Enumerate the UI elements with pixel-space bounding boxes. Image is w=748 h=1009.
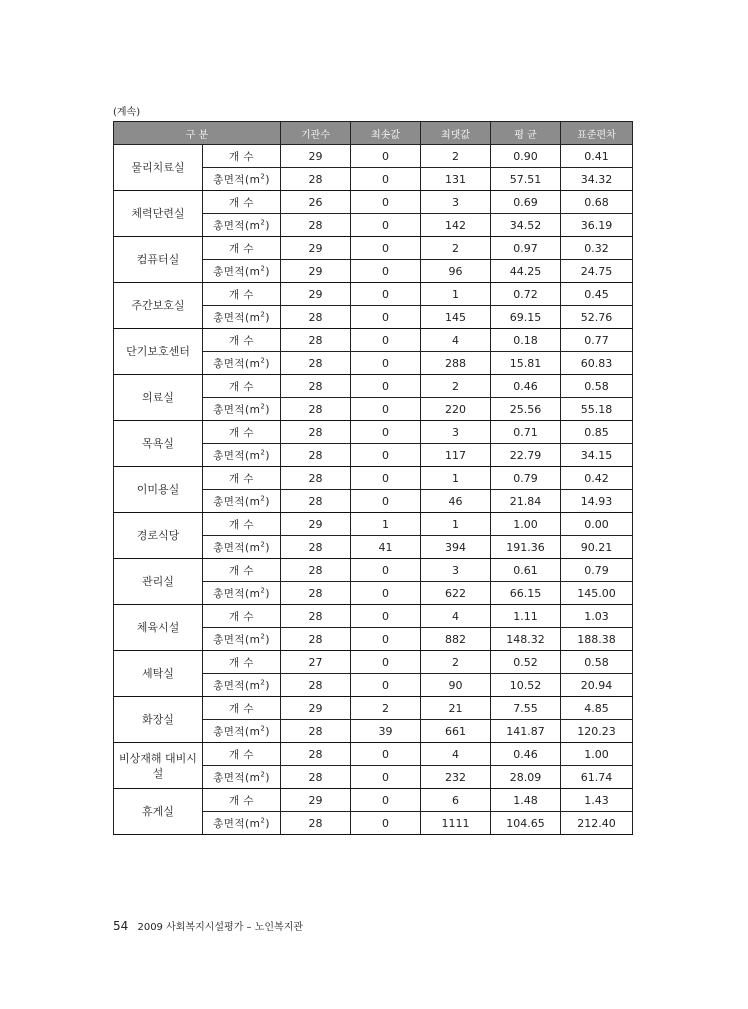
area-superscript: 2 <box>260 770 266 778</box>
sub-label-count: 개 수 <box>203 283 281 306</box>
area-label-text: 총면적(m <box>213 403 261 416</box>
area-superscript: 2 <box>260 724 266 732</box>
area-label-text: 총면적(m <box>213 817 261 830</box>
area-superscript: 2 <box>260 816 266 824</box>
area-label-text: 총면적(m <box>213 173 261 186</box>
count-min-cell: 0 <box>351 375 421 398</box>
sub-label-count: 개 수 <box>203 237 281 260</box>
table-row <box>114 283 633 306</box>
category-cell: 체육시설 <box>114 605 203 651</box>
area-max-cell: 288 <box>421 352 491 375</box>
area-min-cell: 0 <box>351 628 421 651</box>
count-stddev-cell: 0.85 <box>561 421 633 444</box>
count-stddev-cell: 0.79 <box>561 559 633 582</box>
page-number: 54 <box>113 919 129 933</box>
sub-label-count: 개 수 <box>203 789 281 812</box>
area-min-cell: 0 <box>351 490 421 513</box>
area-institutions-cell: 28 <box>281 214 351 237</box>
sub-label-area <box>203 398 281 421</box>
area-institutions-cell: 28 <box>281 720 351 743</box>
count-stddev-cell: 0.58 <box>561 375 633 398</box>
count-stddev-cell: 0.00 <box>561 513 633 536</box>
count-min-cell: 0 <box>351 467 421 490</box>
area-stddev-cell: 61.74 <box>561 766 633 789</box>
count-max-cell: 1 <box>421 513 491 536</box>
count-institutions-cell: 26 <box>281 191 351 214</box>
count-mean-cell: 0.79 <box>491 467 561 490</box>
area-superscript: 2 <box>260 494 266 502</box>
count-max-cell: 3 <box>421 421 491 444</box>
count-max-cell: 2 <box>421 375 491 398</box>
area-label-text: 총면적(m <box>213 219 261 232</box>
page-footer <box>113 918 303 933</box>
area-label-close: ) <box>265 633 270 646</box>
count-stddev-cell: 0.41 <box>561 145 633 168</box>
count-mean-cell: 0.71 <box>491 421 561 444</box>
table-row <box>114 145 633 168</box>
header-max: 최댓값 <box>421 122 491 145</box>
category-cell: 의료실 <box>114 375 203 421</box>
table-row <box>114 605 633 628</box>
area-max-cell: 46 <box>421 490 491 513</box>
count-institutions-cell: 28 <box>281 421 351 444</box>
area-mean-cell: 21.84 <box>491 490 561 513</box>
sub-label-area <box>203 674 281 697</box>
header-mean: 평 균 <box>491 122 561 145</box>
count-min-cell: 1 <box>351 513 421 536</box>
category-cell: 체력단련실 <box>114 191 203 237</box>
count-institutions-cell: 28 <box>281 743 351 766</box>
area-label-text: 총면적(m <box>213 725 261 738</box>
area-mean-cell: 141.87 <box>491 720 561 743</box>
count-min-cell: 0 <box>351 329 421 352</box>
area-superscript: 2 <box>260 172 266 180</box>
area-institutions-cell: 28 <box>281 628 351 651</box>
count-stddev-cell: 1.03 <box>561 605 633 628</box>
table-row <box>114 651 633 674</box>
count-min-cell: 0 <box>351 651 421 674</box>
sub-label-area <box>203 490 281 513</box>
area-stddev-cell: 52.76 <box>561 306 633 329</box>
table-row <box>114 375 633 398</box>
sub-label-area <box>203 582 281 605</box>
area-superscript: 2 <box>260 402 266 410</box>
sub-label-area <box>203 260 281 283</box>
sub-label-count: 개 수 <box>203 145 281 168</box>
sub-label-count: 개 수 <box>203 191 281 214</box>
sub-label-area <box>203 306 281 329</box>
category-cell: 이미용실 <box>114 467 203 513</box>
area-stddev-cell: 34.32 <box>561 168 633 191</box>
sub-label-area <box>203 812 281 835</box>
area-min-cell: 0 <box>351 168 421 191</box>
count-mean-cell: 0.46 <box>491 743 561 766</box>
area-max-cell: 232 <box>421 766 491 789</box>
count-stddev-cell: 1.00 <box>561 743 633 766</box>
area-max-cell: 394 <box>421 536 491 559</box>
area-max-cell: 661 <box>421 720 491 743</box>
table-row <box>114 421 633 444</box>
sub-label-area <box>203 628 281 651</box>
sub-label-area <box>203 168 281 191</box>
count-min-cell: 0 <box>351 743 421 766</box>
header-institutions: 기관수 <box>281 122 351 145</box>
count-mean-cell: 0.72 <box>491 283 561 306</box>
area-label-close: ) <box>265 403 270 416</box>
continued-label: (계속) <box>113 107 141 118</box>
header-stddev: 표준편차 <box>561 122 633 145</box>
area-institutions-cell: 28 <box>281 766 351 789</box>
area-superscript: 2 <box>260 632 266 640</box>
area-label-text: 총면적(m <box>213 311 261 324</box>
category-cell: 물리치료실 <box>114 145 203 191</box>
sub-label-count: 개 수 <box>203 651 281 674</box>
count-min-cell: 0 <box>351 191 421 214</box>
area-mean-cell: 104.65 <box>491 812 561 835</box>
area-min-cell: 0 <box>351 582 421 605</box>
count-stddev-cell: 0.58 <box>561 651 633 674</box>
area-label-text: 총면적(m <box>213 633 261 646</box>
count-mean-cell: 1.48 <box>491 789 561 812</box>
area-max-cell: 117 <box>421 444 491 467</box>
count-stddev-cell: 0.68 <box>561 191 633 214</box>
area-min-cell: 0 <box>351 674 421 697</box>
count-min-cell: 0 <box>351 237 421 260</box>
category-cell: 주간보호실 <box>114 283 203 329</box>
table-row <box>114 789 633 812</box>
area-stddev-cell: 90.21 <box>561 536 633 559</box>
area-label-close: ) <box>265 817 270 830</box>
area-label-close: ) <box>265 587 270 600</box>
sub-label-area <box>203 214 281 237</box>
count-stddev-cell: 0.42 <box>561 467 633 490</box>
count-stddev-cell: 4.85 <box>561 697 633 720</box>
count-max-cell: 21 <box>421 697 491 720</box>
count-mean-cell: 0.46 <box>491 375 561 398</box>
count-institutions-cell: 28 <box>281 605 351 628</box>
sub-label-count: 개 수 <box>203 697 281 720</box>
area-min-cell: 0 <box>351 260 421 283</box>
count-institutions-cell: 29 <box>281 145 351 168</box>
area-min-cell: 0 <box>351 352 421 375</box>
area-label-text: 총면적(m <box>213 771 261 784</box>
count-institutions-cell: 29 <box>281 283 351 306</box>
count-mean-cell: 1.00 <box>491 513 561 536</box>
area-mean-cell: 191.36 <box>491 536 561 559</box>
area-min-cell: 0 <box>351 766 421 789</box>
area-label-close: ) <box>265 541 270 554</box>
area-stddev-cell: 212.40 <box>561 812 633 835</box>
area-label-close: ) <box>265 449 270 462</box>
count-max-cell: 1 <box>421 467 491 490</box>
category-cell: 컴퓨터실 <box>114 237 203 283</box>
area-superscript: 2 <box>260 540 266 548</box>
area-mean-cell: 34.52 <box>491 214 561 237</box>
area-stddev-cell: 120.23 <box>561 720 633 743</box>
area-mean-cell: 10.52 <box>491 674 561 697</box>
sub-label-count: 개 수 <box>203 467 281 490</box>
area-label-text: 총면적(m <box>213 587 261 600</box>
count-min-cell: 0 <box>351 145 421 168</box>
count-max-cell: 6 <box>421 789 491 812</box>
area-institutions-cell: 28 <box>281 490 351 513</box>
area-label-close: ) <box>265 265 270 278</box>
count-min-cell: 0 <box>351 789 421 812</box>
area-stddev-cell: 20.94 <box>561 674 633 697</box>
count-min-cell: 0 <box>351 283 421 306</box>
area-max-cell: 622 <box>421 582 491 605</box>
area-label-text: 총면적(m <box>213 495 261 508</box>
category-cell: 단기보호센터 <box>114 329 203 375</box>
count-max-cell: 2 <box>421 651 491 674</box>
area-institutions-cell: 28 <box>281 674 351 697</box>
count-mean-cell: 1.11 <box>491 605 561 628</box>
sub-label-area <box>203 352 281 375</box>
count-institutions-cell: 27 <box>281 651 351 674</box>
area-max-cell: 96 <box>421 260 491 283</box>
area-superscript: 2 <box>260 264 266 272</box>
header-min: 최솟값 <box>351 122 421 145</box>
category-cell: 경로식당 <box>114 513 203 559</box>
area-mean-cell: 28.09 <box>491 766 561 789</box>
area-superscript: 2 <box>260 678 266 686</box>
count-institutions-cell: 29 <box>281 789 351 812</box>
area-mean-cell: 57.51 <box>491 168 561 191</box>
count-mean-cell: 0.52 <box>491 651 561 674</box>
count-max-cell: 3 <box>421 559 491 582</box>
category-cell: 비상재해 대비시설 <box>114 743 203 789</box>
area-label-close: ) <box>265 725 270 738</box>
count-mean-cell: 0.90 <box>491 145 561 168</box>
header-row <box>114 122 633 145</box>
area-stddev-cell: 34.15 <box>561 444 633 467</box>
category-cell: 휴게실 <box>114 789 203 835</box>
area-label-close: ) <box>265 771 270 784</box>
category-cell: 목욕실 <box>114 421 203 467</box>
area-stddev-cell: 188.38 <box>561 628 633 651</box>
table-row <box>114 191 633 214</box>
area-label-close: ) <box>265 495 270 508</box>
table-row <box>114 559 633 582</box>
area-institutions-cell: 28 <box>281 582 351 605</box>
count-max-cell: 4 <box>421 329 491 352</box>
area-superscript: 2 <box>260 448 266 456</box>
area-superscript: 2 <box>260 310 266 318</box>
area-min-cell: 0 <box>351 812 421 835</box>
count-stddev-cell: 1.43 <box>561 789 633 812</box>
count-institutions-cell: 29 <box>281 513 351 536</box>
count-mean-cell: 7.55 <box>491 697 561 720</box>
area-label-text: 총면적(m <box>213 357 261 370</box>
area-max-cell: 142 <box>421 214 491 237</box>
count-stddev-cell: 0.77 <box>561 329 633 352</box>
sub-label-area <box>203 766 281 789</box>
area-stddev-cell: 145.00 <box>561 582 633 605</box>
count-mean-cell: 0.61 <box>491 559 561 582</box>
area-min-cell: 0 <box>351 306 421 329</box>
sub-label-area <box>203 720 281 743</box>
area-label-text: 총면적(m <box>213 541 261 554</box>
count-max-cell: 2 <box>421 237 491 260</box>
area-max-cell: 131 <box>421 168 491 191</box>
area-max-cell: 145 <box>421 306 491 329</box>
area-label-close: ) <box>265 679 270 692</box>
area-institutions-cell: 28 <box>281 536 351 559</box>
count-stddev-cell: 0.32 <box>561 237 633 260</box>
area-label-text: 총면적(m <box>213 265 261 278</box>
area-min-cell: 0 <box>351 398 421 421</box>
sub-label-count: 개 수 <box>203 743 281 766</box>
category-cell: 화장실 <box>114 697 203 743</box>
count-max-cell: 1 <box>421 283 491 306</box>
count-stddev-cell: 0.45 <box>561 283 633 306</box>
sub-label-count: 개 수 <box>203 513 281 536</box>
count-max-cell: 4 <box>421 605 491 628</box>
area-institutions-cell: 29 <box>281 260 351 283</box>
area-institutions-cell: 28 <box>281 444 351 467</box>
table-body <box>114 145 633 835</box>
area-mean-cell: 66.15 <box>491 582 561 605</box>
count-institutions-cell: 28 <box>281 329 351 352</box>
area-institutions-cell: 28 <box>281 306 351 329</box>
count-max-cell: 3 <box>421 191 491 214</box>
area-institutions-cell: 28 <box>281 812 351 835</box>
area-institutions-cell: 28 <box>281 398 351 421</box>
count-min-cell: 2 <box>351 697 421 720</box>
header-category: 구 분 <box>114 122 281 145</box>
table-row <box>114 513 633 536</box>
area-superscript: 2 <box>260 356 266 364</box>
area-stddev-cell: 60.83 <box>561 352 633 375</box>
area-mean-cell: 44.25 <box>491 260 561 283</box>
area-stddev-cell: 36.19 <box>561 214 633 237</box>
count-min-cell: 0 <box>351 605 421 628</box>
area-stddev-cell: 55.18 <box>561 398 633 421</box>
area-superscript: 2 <box>260 218 266 226</box>
table-row <box>114 467 633 490</box>
count-institutions-cell: 28 <box>281 559 351 582</box>
sub-label-area <box>203 444 281 467</box>
area-mean-cell: 69.15 <box>491 306 561 329</box>
area-label-text: 총면적(m <box>213 449 261 462</box>
area-max-cell: 882 <box>421 628 491 651</box>
count-mean-cell: 0.97 <box>491 237 561 260</box>
area-label-close: ) <box>265 357 270 370</box>
table-row <box>114 237 633 260</box>
count-mean-cell: 0.69 <box>491 191 561 214</box>
count-institutions-cell: 28 <box>281 375 351 398</box>
table-row <box>114 743 633 766</box>
table-row <box>114 697 633 720</box>
area-stddev-cell: 14.93 <box>561 490 633 513</box>
count-institutions-cell: 29 <box>281 237 351 260</box>
area-min-cell: 0 <box>351 444 421 467</box>
category-cell: 세탁실 <box>114 651 203 697</box>
sub-label-count: 개 수 <box>203 329 281 352</box>
count-mean-cell: 0.18 <box>491 329 561 352</box>
count-institutions-cell: 28 <box>281 467 351 490</box>
sub-label-count: 개 수 <box>203 605 281 628</box>
area-max-cell: 90 <box>421 674 491 697</box>
area-label-text: 총면적(m <box>213 679 261 692</box>
area-label-close: ) <box>265 173 270 186</box>
area-mean-cell: 22.79 <box>491 444 561 467</box>
table-row <box>114 329 633 352</box>
category-cell: 관리실 <box>114 559 203 605</box>
count-institutions-cell: 29 <box>281 697 351 720</box>
footer-title: 2009 사회복지시설평가 – 노인복지관 <box>137 922 304 933</box>
count-min-cell: 0 <box>351 421 421 444</box>
count-max-cell: 4 <box>421 743 491 766</box>
area-superscript: 2 <box>260 586 266 594</box>
area-stddev-cell: 24.75 <box>561 260 633 283</box>
area-mean-cell: 25.56 <box>491 398 561 421</box>
sub-label-area <box>203 536 281 559</box>
area-label-close: ) <box>265 311 270 324</box>
area-min-cell: 0 <box>351 214 421 237</box>
count-min-cell: 0 <box>351 559 421 582</box>
area-institutions-cell: 28 <box>281 168 351 191</box>
area-min-cell: 41 <box>351 536 421 559</box>
area-mean-cell: 15.81 <box>491 352 561 375</box>
area-max-cell: 1111 <box>421 812 491 835</box>
area-max-cell: 220 <box>421 398 491 421</box>
sub-label-count: 개 수 <box>203 375 281 398</box>
sub-label-count: 개 수 <box>203 559 281 582</box>
statistics-table <box>113 121 633 835</box>
area-label-close: ) <box>265 219 270 232</box>
area-institutions-cell: 28 <box>281 352 351 375</box>
area-min-cell: 39 <box>351 720 421 743</box>
sub-label-count: 개 수 <box>203 421 281 444</box>
count-max-cell: 2 <box>421 145 491 168</box>
area-mean-cell: 148.32 <box>491 628 561 651</box>
